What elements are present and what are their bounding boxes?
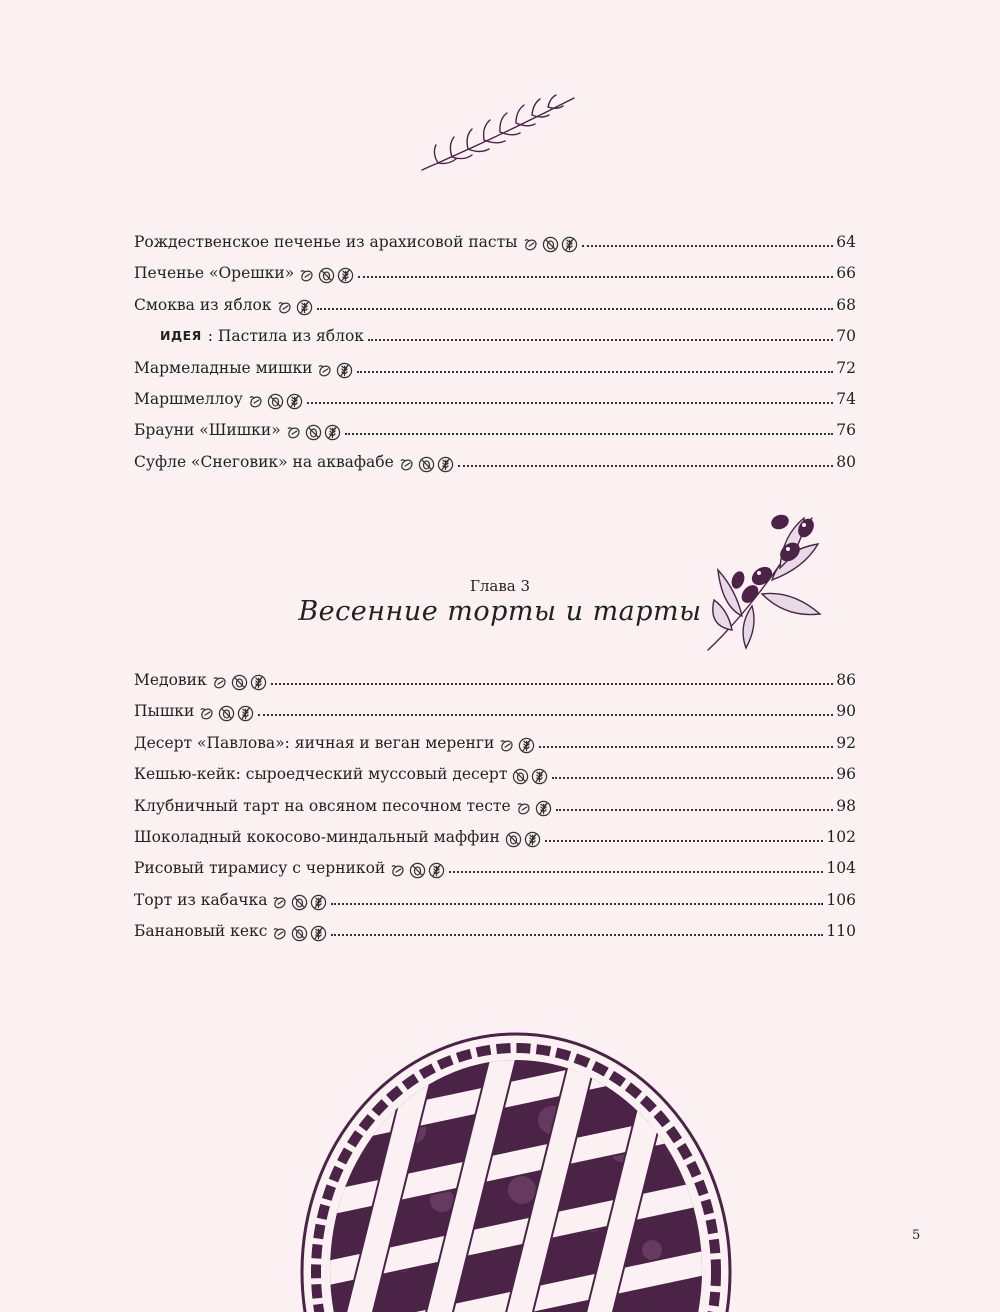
- toc-entry-title: Мармеладные мишки: [134, 358, 313, 377]
- toc-entry[interactable]: [134, 729, 856, 753]
- diet-icons: [399, 456, 454, 473]
- toc-entry-title: Кешью-кейк: сыроедческий муссовый десерт: [134, 765, 508, 784]
- toc-entry-page: 92: [836, 733, 856, 752]
- egg-free-icon: [318, 267, 335, 284]
- dot-leader: [307, 402, 833, 404]
- toc-entry-page: 74: [836, 390, 856, 408]
- olive-branch-icon: [702, 498, 834, 654]
- nut-icon: [277, 299, 294, 316]
- dot-leader: [556, 809, 834, 811]
- toc-entry[interactable]: [134, 448, 856, 472]
- gluten-free-icon: [296, 299, 313, 316]
- toc-entry-title: Банановый кекс: [134, 922, 268, 941]
- egg-free-icon: [505, 831, 522, 848]
- diet-icons: [505, 831, 541, 848]
- nut-icon: [499, 737, 516, 754]
- toc-entry[interactable]: [134, 917, 856, 941]
- toc-entry[interactable]: [134, 385, 856, 409]
- gluten-free-icon: [535, 800, 552, 817]
- gluten-free-icon: [337, 267, 354, 284]
- nut-icon: [399, 456, 416, 473]
- diet-icons: [272, 894, 327, 911]
- diet-icons: [212, 674, 267, 691]
- egg-free-icon: [542, 236, 559, 253]
- gluten-free-icon: [437, 456, 454, 473]
- nut-icon: [272, 925, 289, 942]
- toc-entry[interactable]: [134, 666, 856, 690]
- toc-entry-page: 72: [836, 358, 856, 377]
- toc-entry[interactable]: [134, 792, 856, 816]
- toc-entry-title: Торт из кабачка: [134, 890, 268, 909]
- gluten-free-icon: [518, 737, 535, 754]
- toc-entry[interactable]: [134, 291, 856, 315]
- toc-entry-page: 86: [836, 671, 856, 689]
- dot-leader: [539, 746, 833, 748]
- egg-free-icon: [218, 705, 235, 722]
- dot-leader: [458, 465, 833, 467]
- toc-entry-title: Рисовый тирамису с черникой: [134, 859, 386, 878]
- toc-entry-title: Десерт «Павлова»: яичная и веган меренги: [134, 733, 495, 752]
- nut-icon: [523, 236, 540, 253]
- idea-label: ИДЕЯ: [160, 328, 202, 344]
- dot-leader: [317, 308, 834, 310]
- nut-icon: [286, 424, 303, 441]
- gluten-free-icon: [250, 674, 267, 691]
- diet-icons: [199, 705, 254, 722]
- nut-icon: [516, 800, 533, 817]
- nut-icon: [212, 674, 229, 691]
- egg-free-icon: [305, 424, 322, 441]
- diet-icons: [277, 299, 313, 316]
- toc-entry-page: 76: [836, 421, 856, 440]
- diet-icons: [499, 737, 535, 754]
- toc-entry[interactable]: [134, 886, 856, 910]
- toc-entry-title: Клубничный тарт на овсяном песочном тесте: [134, 796, 511, 815]
- diet-icons: [512, 768, 548, 785]
- dot-leader: [271, 683, 834, 685]
- toc-entry-page: 96: [836, 765, 856, 784]
- egg-free-icon: [291, 925, 308, 942]
- toc-entry-page: 66: [836, 264, 856, 283]
- toc-entry[interactable]: [134, 854, 856, 878]
- gluten-free-icon: [561, 236, 578, 253]
- toc-entry-page: 106: [826, 890, 856, 909]
- dot-leader: [345, 433, 834, 435]
- dot-leader: [331, 934, 823, 936]
- toc-entry-title: Пышки: [134, 702, 195, 721]
- gluten-free-icon: [310, 894, 327, 911]
- toc-entry-title: Смоква из яблок: [134, 295, 272, 314]
- toc-entry-title: Шоколадный кокосово-миндальный маффин: [134, 828, 500, 846]
- toc-entry-title: Медовик: [134, 671, 207, 689]
- toc-entry-title: Рождественское печенье из арахисовой пасты: [134, 233, 518, 251]
- gluten-free-icon: [237, 705, 254, 722]
- toc-entry-page: 110: [826, 922, 856, 941]
- dot-leader: [368, 339, 833, 341]
- toc-entry[interactable]: [134, 259, 856, 283]
- toc-entry[interactable]: [134, 697, 856, 721]
- diet-icons: [516, 800, 552, 817]
- diet-icons: [286, 424, 341, 441]
- page-number: 5: [912, 1228, 921, 1243]
- gluten-free-icon: [524, 831, 541, 848]
- toc-entry-title: Брауни «Шишки»: [134, 421, 281, 440]
- dot-leader: [357, 371, 833, 373]
- lattice-pie-icon: [292, 1020, 740, 1312]
- toc-entry-page: 68: [836, 295, 856, 314]
- toc-entry[interactable]: [134, 823, 856, 847]
- toc-entry-title: Суфле «Снеговик» на аквафабе: [134, 452, 394, 471]
- toc-entry-page: 98: [836, 796, 856, 815]
- egg-free-icon: [291, 894, 308, 911]
- diet-icons: [272, 925, 327, 942]
- dot-leader: [545, 840, 824, 842]
- dot-leader: [449, 871, 823, 873]
- diet-icons: [390, 862, 445, 879]
- gluten-free-icon: [428, 862, 445, 879]
- chapter-label: Глава 3: [469, 577, 531, 595]
- nut-icon: [317, 362, 334, 379]
- dot-leader: [552, 777, 833, 779]
- nut-icon: [299, 267, 316, 284]
- toc-entry[interactable]: [134, 354, 856, 378]
- toc-entry-page: 64: [836, 233, 856, 251]
- dot-leader: [331, 903, 823, 905]
- egg-free-icon: [267, 393, 284, 410]
- toc-entry-page: 80: [836, 452, 856, 471]
- diet-icons: [523, 236, 578, 253]
- toc-entry-title: Маршмеллоу: [134, 390, 243, 408]
- nut-icon: [248, 393, 265, 410]
- gluten-free-icon: [324, 424, 341, 441]
- toc-entry[interactable]: [134, 416, 856, 440]
- dot-leader: [358, 276, 833, 278]
- gluten-free-icon: [531, 768, 548, 785]
- toc-entry[interactable]: [134, 228, 856, 252]
- egg-free-icon: [409, 862, 426, 879]
- toc-entry-page: 102: [826, 828, 856, 846]
- toc-entry-page: 70: [836, 327, 856, 346]
- gluten-free-icon: [336, 362, 353, 379]
- egg-free-icon: [231, 674, 248, 691]
- gluten-free-icon: [310, 925, 327, 942]
- chapter-title: Весенние торты и тарты: [298, 596, 702, 627]
- nut-icon: [199, 705, 216, 722]
- nut-icon: [390, 862, 407, 879]
- toc-entry-title: : Пастила из яблок: [207, 327, 364, 346]
- diet-icons: [248, 393, 303, 410]
- egg-free-icon: [512, 768, 529, 785]
- toc-entry-title: Печенье «Орешки»: [134, 264, 295, 283]
- toc-entry[interactable]: [134, 322, 856, 346]
- dot-leader: [258, 714, 833, 716]
- diet-icons: [299, 267, 354, 284]
- toc-entry-page: 90: [836, 702, 856, 721]
- rosemary-sprig-icon: [418, 92, 580, 174]
- gluten-free-icon: [286, 393, 303, 410]
- diet-icons: [317, 362, 353, 379]
- egg-free-icon: [418, 456, 435, 473]
- toc-entry[interactable]: [134, 760, 856, 784]
- toc-entry-page: 104: [826, 859, 856, 878]
- dot-leader: [582, 245, 834, 247]
- nut-icon: [272, 894, 289, 911]
